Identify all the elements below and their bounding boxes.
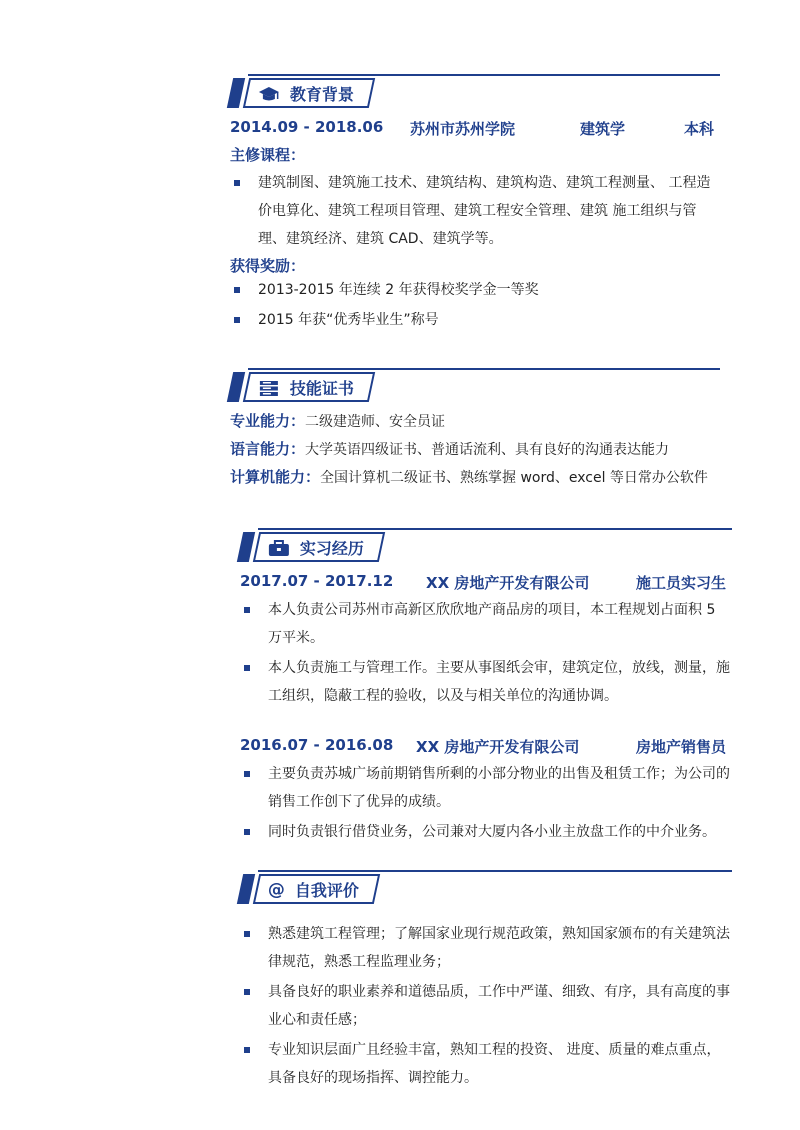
job-position: 房地产销售员 (636, 738, 727, 756)
education-header (230, 76, 720, 110)
education-degree: 本科 (684, 120, 715, 138)
certificate-stack-icon (258, 378, 280, 396)
list-item: 2013-2015 年连续 2 年获得校奖学金一等奖 (230, 276, 720, 304)
skill-row (230, 436, 720, 464)
job-row (240, 736, 732, 760)
job-company: XX 房地产开发有限公司 (416, 738, 580, 756)
list-item: 建筑制图、建筑施工技术、建筑结构、建筑构造、建筑工程测量、 工程造价电算化、建筑工程项目管理、建筑工程安全管理、建筑 施工组织与管理、建筑经济、建筑 CAD、建筑学等。 (230, 169, 720, 253)
self-eval-section (240, 872, 732, 1092)
skills-title: 技能证书 (290, 378, 355, 398)
education-major: 建筑学 (580, 120, 626, 138)
awards-label: 获得奖励： (230, 257, 306, 275)
list-item: 熟悉建筑工程管理；了解国家业现行规范政策，熟知国家颁布的有关建筑法律规范，熟悉工程监理业务； (240, 920, 732, 976)
job-period: 2016.07 - 2016.08 (240, 736, 394, 754)
list-item: 专业知识层面广且经验丰富，熟知工程的投资、 进度、质量的难点重点，具备良好的现场指挥、调控能力。 (240, 1036, 732, 1092)
skill-row (230, 464, 720, 492)
self-eval-bullets (240, 920, 732, 1092)
skills-section (230, 370, 720, 492)
skills-header (230, 370, 720, 404)
education-row (230, 118, 720, 142)
self-eval-title: 自我评价 (295, 880, 360, 900)
job-company: XX 房地产开发有限公司 (426, 574, 590, 592)
education-section (230, 76, 720, 334)
internship-section (240, 530, 732, 846)
job-row (240, 572, 732, 596)
job-position: 施工员实习生 (636, 574, 727, 592)
courses-label: 主修课程： (230, 146, 306, 164)
skill-row (230, 408, 720, 436)
at-sign-icon: @ (268, 879, 285, 899)
list-item: 本人负责公司苏州市高新区欣欣地产商品房的项目，本工程规划占面积 5 万平米。 (240, 596, 732, 652)
awards-list (230, 276, 720, 334)
skill-value: 全国计算机二级证书、熟练掌握 word、excel 等日常办公软件 (320, 470, 708, 486)
internship-header (240, 530, 732, 564)
education-title: 教育背景 (290, 84, 355, 104)
list-item: 本人负责施工与管理工作。主要从事图纸会审，建筑定位，放线，测量，施工组织，隐蔽工程的验收，以及与相关单位的沟通协调。 (240, 654, 732, 710)
list-item: 具备良好的职业素养和道德品质，工作中严谨、细致、有序，具有高度的事业心和责任感； (240, 978, 732, 1034)
list-item: 2015 年获“优秀毕业生”称号 (230, 306, 720, 334)
graduation-cap-icon (258, 84, 280, 102)
skill-value: 大学英语四级证书、普通话流利、具有良好的沟通表达能力 (305, 442, 670, 458)
briefcase-icon (268, 538, 290, 556)
list-item: 主要负责苏城广场前期销售所剩的小部分物业的出售及租赁工作；为公司的销售工作创下了优异的成绩。 (240, 760, 732, 816)
education-school: 苏州市苏州学院 (410, 120, 516, 138)
skill-key: 语言能力： (230, 440, 306, 458)
skill-value: 二级建造师、安全员证 (305, 414, 446, 430)
skill-key: 计算机能力： (230, 468, 321, 486)
self-eval-header (240, 872, 732, 906)
job-bullets (240, 596, 732, 710)
list-item: 同时负责银行借贷业务，公司兼对大厦内各小业主放盘工作的中介业务。 (240, 818, 732, 846)
skill-key: 专业能力： (230, 412, 306, 430)
courses-list (230, 169, 720, 253)
job-bullets (240, 760, 732, 846)
job-period: 2017.07 - 2017.12 (240, 572, 394, 590)
education-period: 2014.09 - 2018.06 (230, 118, 384, 136)
internship-title: 实习经历 (300, 538, 365, 558)
